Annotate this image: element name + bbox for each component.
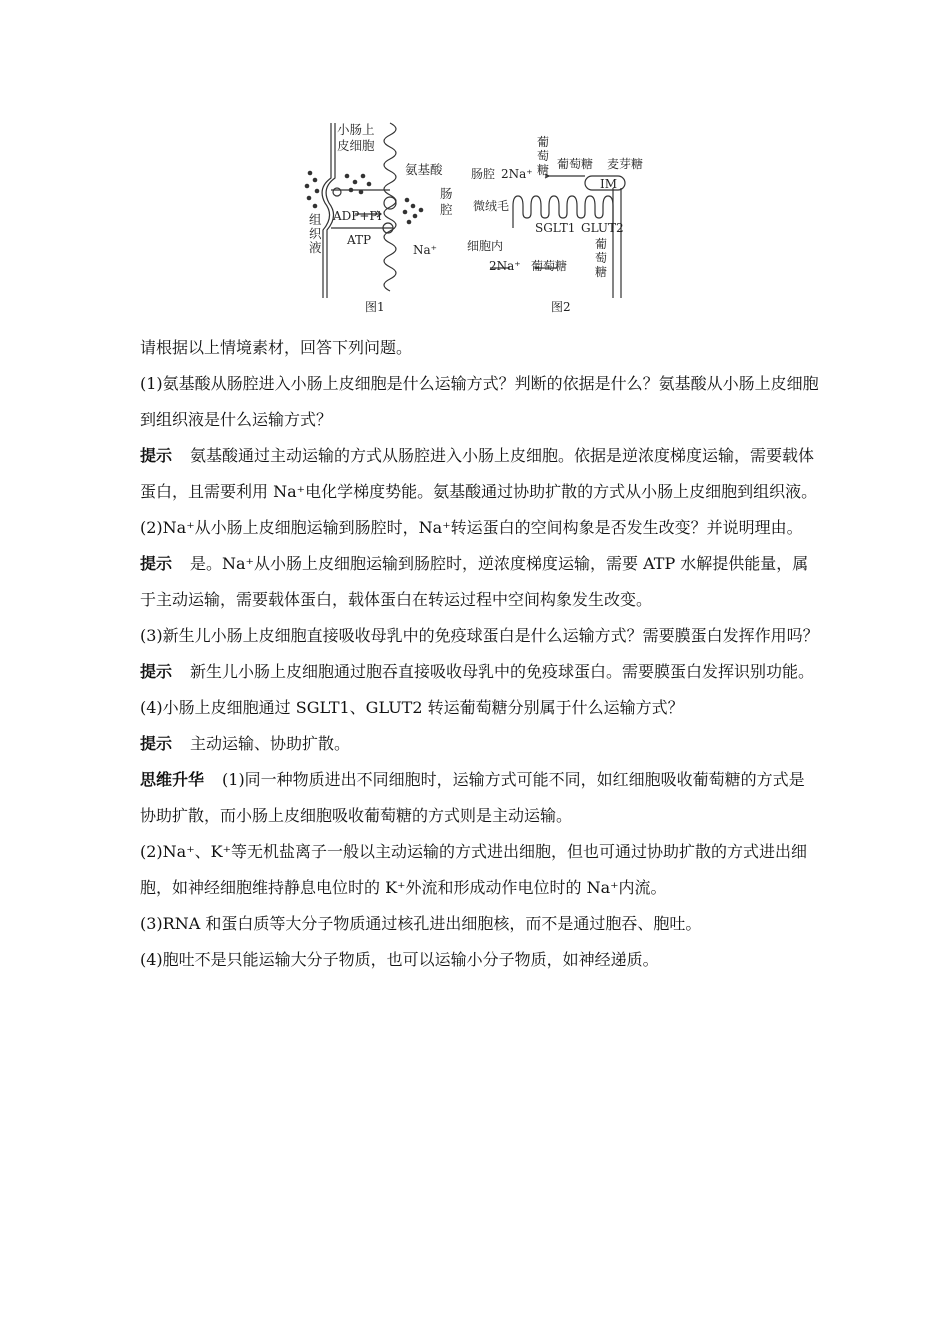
document-body: [140, 330, 820, 978]
fig2-glut-label: GLUT2: [581, 221, 624, 235]
hint-label: 提示: [140, 446, 173, 465]
thinking-4: (4)胞吐不是只能运输大分子物质，也可以运输小分子物质，如神经递质。: [140, 950, 659, 969]
answer-4: [140, 726, 820, 762]
fig2-glucose-r-1: 葡: [595, 237, 608, 251]
answer-1: [140, 438, 820, 510]
fig2-glucose-label: 葡萄糖: [557, 157, 594, 171]
fig2-inside-label: 细胞内: [467, 239, 504, 253]
intro-paragraph: 请根据以上情境素材，回答下列问题。: [140, 338, 413, 357]
fig1-tissue-label-1: 组: [309, 212, 322, 227]
hint-label: 提示: [140, 734, 173, 753]
answer-3: [140, 654, 820, 690]
thinking-3: (3)RNA 和蛋白质等大分子物质通过核孔进出细胞核，而不是通过胞吞、胞吐。: [140, 914, 702, 933]
fig1-amino-label: 氨基酸: [405, 162, 443, 177]
hint-label: 提示: [140, 662, 173, 681]
answer-2-text: 是。Na⁺从小肠上皮细胞运输到肠腔时，逆浓度梯度运输，需要 ATP 水解提供能量，属于主动运输，需要载体蛋白，载体蛋白在转运过程中空间构象发生改变。: [140, 554, 809, 609]
fig1-lumen-label-2: 腔: [440, 202, 453, 217]
fig2-glucose-bottom-label: 葡萄糖: [531, 259, 568, 273]
fig1-caption: 图1: [365, 300, 385, 314]
fig1-cell-label-2: 皮细胞: [337, 138, 375, 153]
fig2-lumen-label: 肠腔: [471, 167, 496, 181]
thinking-1-text: (1)同一种物质进出不同细胞时，运输方式可能不同，如红细胞吸收葡萄糖的方式是协助扩散，而小肠上皮细胞吸收葡萄糖的方式则是主动运输。: [140, 770, 805, 825]
fig1-lumen-label: 肠: [440, 186, 453, 201]
fig1-tissue-label-2: 织: [309, 226, 322, 241]
question-4: (4)小肠上皮细胞通过 SGLT1、GLUT2 转运葡萄糖分别属于什么运输方式？: [140, 698, 684, 717]
answer-2: [140, 546, 820, 618]
answer-4-text: 主动运输、协助扩散。: [190, 734, 351, 753]
fig2-glucose-r-3: 糖: [595, 265, 608, 279]
fig2-glucose-v-3: 糖: [537, 163, 550, 177]
fig2-glucose-v-1: 葡: [537, 135, 550, 149]
fig2-glucose-v-2: 萄: [537, 149, 550, 163]
fig2-im-label: IM: [600, 177, 618, 191]
fig2-maltose-label: 麦芽糖: [607, 157, 644, 171]
hint-label: 提示: [140, 554, 173, 573]
question-3: (3)新生儿小肠上皮细胞直接吸收母乳中的免疫球蛋白是什么运输方式？需要膜蛋白发挥作用吗？: [140, 626, 819, 645]
fig1-atp-label: ATP: [347, 233, 372, 247]
fig1-na-label: Na⁺: [413, 243, 437, 257]
thinking-1: [140, 762, 820, 834]
fig2-sglt-label: SGLT1: [535, 221, 576, 235]
fig1-adp-label: ADP+Pi: [333, 209, 382, 223]
fig2-villi-label: 微绒毛: [473, 199, 510, 213]
fig2-na-top-label: 2Na⁺: [501, 167, 533, 181]
fig2-na-bottom-label: 2Na⁺: [489, 259, 521, 273]
figure2-membranes: [490, 174, 625, 298]
fig1-tissue-label-3: 液: [309, 240, 322, 255]
question-2: (2)Na⁺从小肠上皮细胞运输到肠腔时，Na⁺转运蛋白的空间构象是否发生改变？并说明理由。: [140, 518, 803, 537]
fig1-cell-label: 小肠上: [337, 122, 375, 137]
thinking-2: (2)Na⁺、K⁺等无机盐离子一般以主动运输的方式进出细胞，但也可通过协助扩散的方式进出细胞，如神经细胞维持静息电位时的 K⁺外流和形成动作电位时的 Na⁺内流。: [140, 842, 808, 897]
fig2-caption: 图2: [551, 300, 571, 314]
question-1: (1)氨基酸从肠腔进入小肠上皮细胞是什么运输方式？判断的依据是什么？氨基酸从小肠上皮细胞到组织液是什么运输方式？: [140, 374, 819, 429]
figures: [295, 118, 695, 318]
fig2-glucose-r-2: 萄: [595, 251, 608, 265]
answer-1-text: 氨基酸通过主动运输的方式从肠腔进入小肠上皮细胞。依据是逆浓度梯度运输，需要载体蛋白，且需要利用 Na⁺电化学梯度势能。氨基酸通过协助扩散的方式从小肠上皮细胞到组织液。: [140, 446, 818, 501]
thinking-label: 思维升华: [140, 770, 205, 789]
answer-3-text: 新生儿小肠上皮细胞通过胞吞直接吸收母乳中的免疫球蛋白。需要膜蛋白发挥识别功能。: [190, 662, 815, 681]
